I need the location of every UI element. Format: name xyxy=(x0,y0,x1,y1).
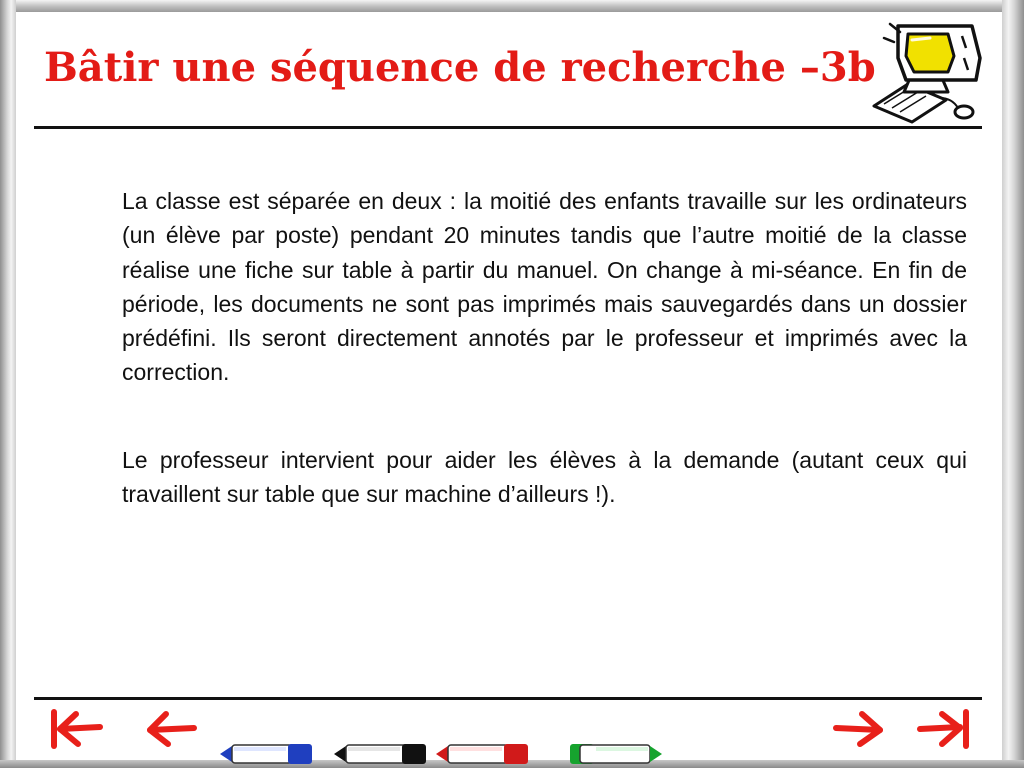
whiteboard-frame-top xyxy=(0,0,1024,12)
arrow-right-icon[interactable] xyxy=(830,706,888,752)
footer-divider xyxy=(34,697,982,700)
arrow-to-start-icon[interactable] xyxy=(48,706,106,752)
title-divider xyxy=(34,126,982,129)
whiteboard-frame-right xyxy=(1002,0,1024,768)
slide-title: Bâtir une séquence de recherche –3b xyxy=(44,44,876,91)
arrow-left-icon[interactable] xyxy=(142,706,200,752)
whiteboard-frame-left xyxy=(0,0,16,768)
red-marker[interactable] xyxy=(434,742,530,766)
computer-icon xyxy=(868,18,986,126)
green-marker[interactable] xyxy=(568,742,664,766)
slide-body xyxy=(122,184,967,511)
blue-marker[interactable] xyxy=(218,742,314,766)
body-paragraph-1: La classe est séparée en deux : la moitié des enfants travaille sur les ordinateurs (un élève par poste) pendant 20 minutes tandis que l’autre moitié de la classe réalise une fiche sur table à partir du manuel. On change à mi-séance. En fin de période, les documents ne sont pas imprimés mais sauvegardés dans un dossier prédéfini. Ils seront directement annotés par le professeur et imprimés avec la correction. xyxy=(122,188,967,386)
body-paragraph-2: Le professeur intervient pour aider les élèves à la demande (autant ceux qui travaillent sur table que sur machine d’ailleurs !). xyxy=(122,446,967,508)
arrow-to-end-icon[interactable] xyxy=(914,706,972,752)
black-marker[interactable] xyxy=(332,742,428,766)
